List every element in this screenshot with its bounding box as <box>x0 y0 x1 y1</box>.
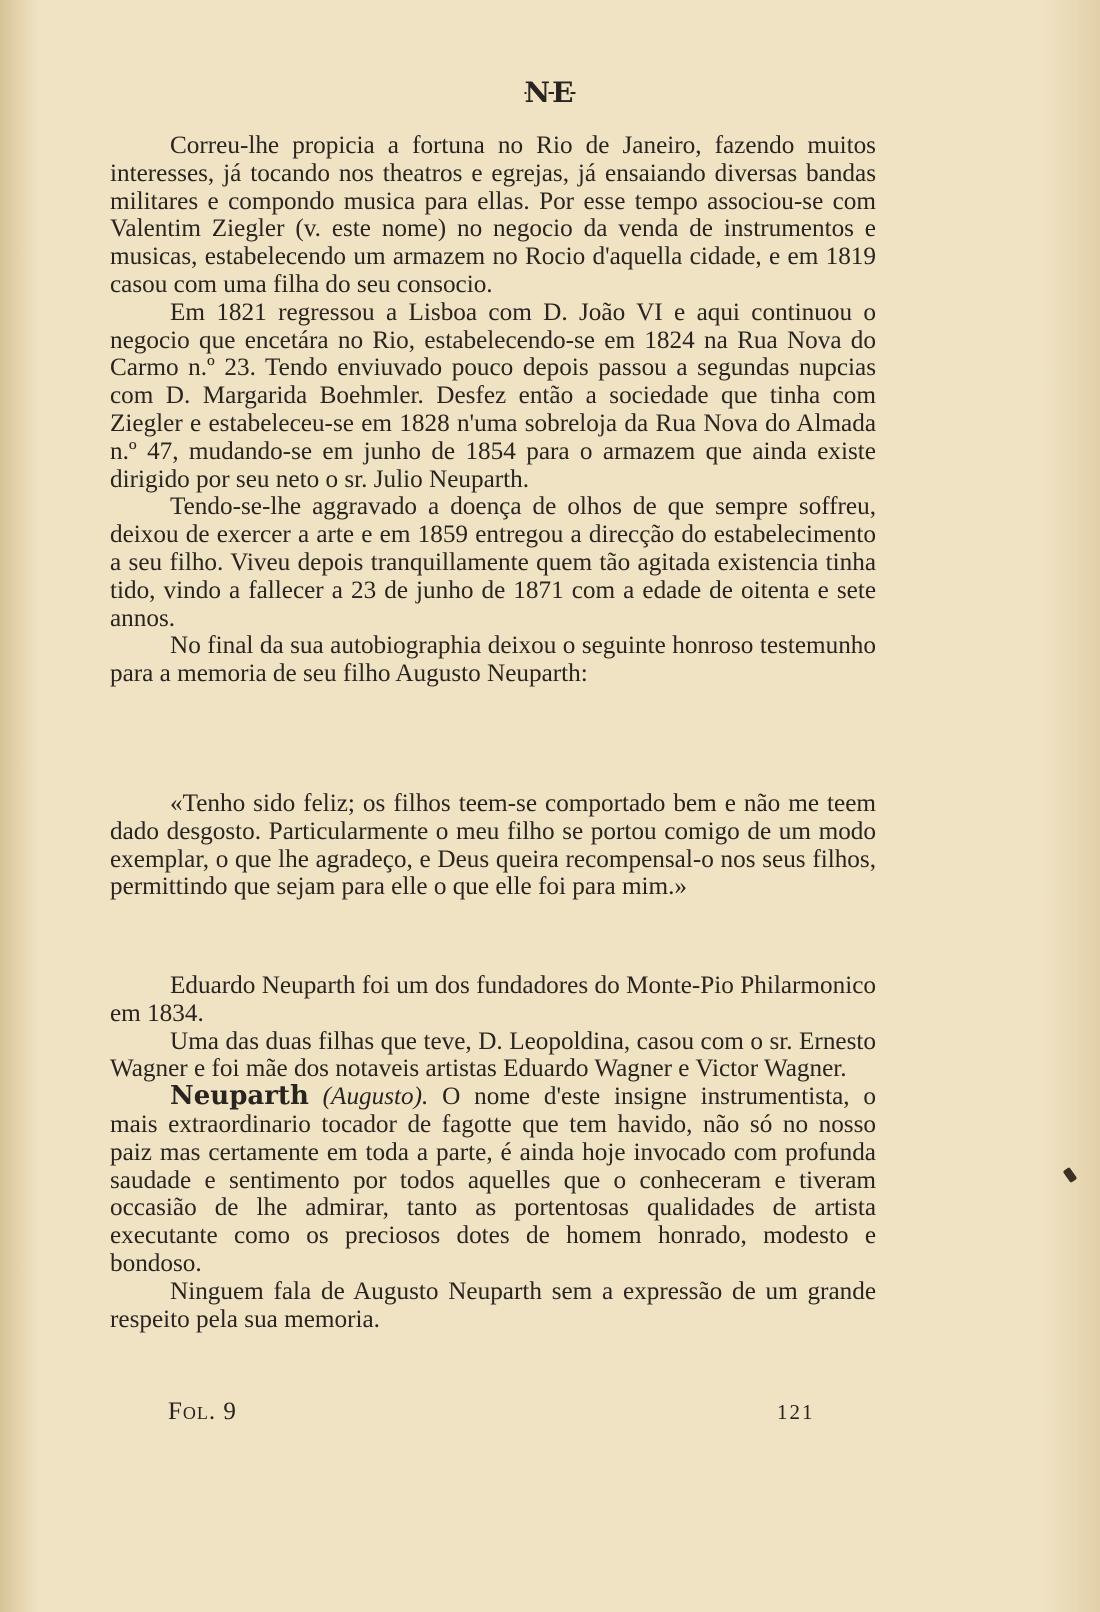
paragraph: No final da sua autobiographia deixou o seguinte honroso testemunho para a memoria de seu filho Augusto Neuparth: <box>110 632 876 688</box>
running-header: NE <box>524 76 576 109</box>
page-footer <box>0 1398 1100 1428</box>
body-text-top <box>110 132 876 688</box>
entry-title: Neuparth <box>170 1081 309 1112</box>
entry-name: (Augusto). <box>322 1083 429 1111</box>
paragraph: Correu-lhe propicia a fortuna no Rio de Janeiro, fazendo muitos interesses, já tocando nos theatros e egrejas, já ensaiando diversas bandas militares e compondo musica para ellas. Por esse tempo associou-se com Valentim Ziegler (v. este nome) no negocio da venda de instrumentos e musicas, estabelecendo um armazem no Rocio d'aquella cidade, e em 1819 casou com uma filha do seu consocio. <box>110 132 876 298</box>
paragraph: Em 1821 regressou a Lisboa com D. João VI e aqui continuou o negocio que encetára no Rio, estabelecendo-se em 1824 na Rua Nova do Carmo n.º 23. Tendo enviuvado pouco depois passou a segundas nupcias com D. Margarida Boehmler. Desfez então a sociedade que tinha com Ziegler e estabeleceu-se em 1828 n'uma sobreloja da Rua Nova do Almada n.º 47, mudando-se em junho de 1854 para o armazem que ainda existe dirigido por seu neto o sr. Julio Neuparth. <box>110 298 876 493</box>
page-edge-right <box>1040 0 1100 1612</box>
entry-text: O nome d'este insigne instrumentista, o mais extraordinario tocador de fagotte que tem havido, não só no nosso paiz mas certamente em toda a parte, é ainda hoje invocado com profunda saudade e sentimento por todos aquelles que o conheceram e tiveram occasião de lhe admirar, tanto as portentosas qualidades de artista executante como os preciosos dotes de homem honrado, modesto e bondoso. <box>110 1083 876 1277</box>
quotation-block <box>110 790 876 901</box>
paragraph: Tendo-se-lhe aggravado a doença de olhos de que sempre soffreu, deixou de exercer a arte e em 1859 entregou a direcção do estabelecimento a seu filho. Viveu depois tranquillamente quem tão agitada existencia tinha tido, vindo a fallecer a 23 de junho de 1871 com a edade de oitenta e sete annos. <box>110 493 876 632</box>
body-text-bottom <box>110 972 876 1333</box>
paragraph: Uma das duas filhas que teve, D. Leopoldina, casou com o sr. Ernesto Wagner e foi mãe dos notaveis artistas Eduardo Wagner e Victor Wagner. <box>110 1027 876 1083</box>
page-edge-left <box>0 0 40 1612</box>
entry-paragraph <box>110 1083 876 1278</box>
page-number: 121 <box>777 1400 815 1424</box>
paragraph: Ninguem fala de Augusto Neuparth sem a expressão de um grande respeito pela sua memoria. <box>110 1277 876 1333</box>
signature-mark: Fol. 9 <box>168 1398 237 1425</box>
paragraph: Eduardo Neuparth foi um dos fundadores do Monte-Pio Philarmonico em 1834. <box>110 972 876 1027</box>
quotation: «Tenho sido feliz; os filhos teem-se comportado bem e não me teem dado desgosto. Particularmente o meu filho se portou comigo de um modo exemplar, o que lhe agradeço, e Deus queira recompensal-o nos seus filhos, permittindo que sejam para elle o que elle foi para mim.» <box>110 790 876 901</box>
